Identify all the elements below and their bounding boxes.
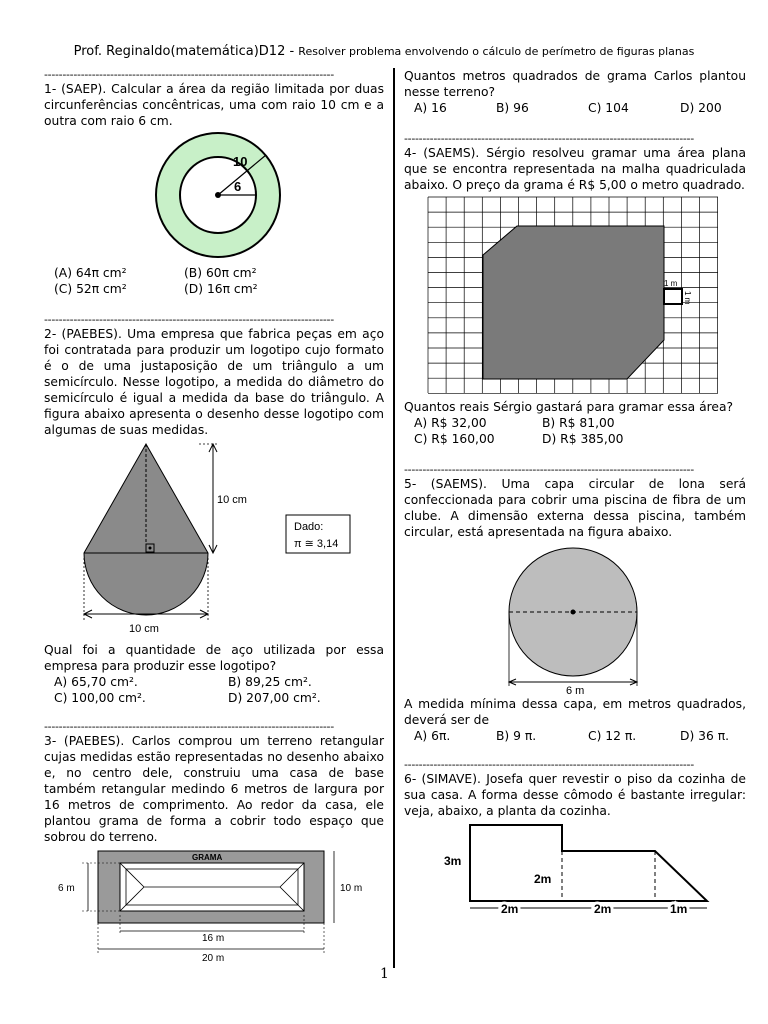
q4-unit-h: 1 m <box>664 279 678 288</box>
q1-text: 1- (SAEP). Calcular a área da região limitada por duas circunferências concêntricas, uma com raio 10 cm e a outra com raio 6 cm. <box>44 82 384 128</box>
page-number: 1 <box>380 966 389 982</box>
q2-option-a[interactable]: A) 65,70 cm². <box>54 675 138 689</box>
q4-options <box>404 415 746 447</box>
q2-option-c[interactable]: C) 100,00 cm². <box>54 691 146 705</box>
q4-text: 4- (SAEMS). Sérgio resolveu gramar uma área plana que se encontra representada na malha quadriculada abaixo. O preço da grama é R$ 5,00 o metro quadrado. <box>404 146 746 192</box>
q2-given-value: π ≅ 3,14 <box>294 538 339 550</box>
separator: ------------------------------------------------------------------------------- <box>44 720 334 733</box>
q3-options <box>404 100 746 116</box>
q2-question: Qual foi a quantidade de aço utilizada por essa empresa para produzir esse logotipo? <box>44 643 384 673</box>
q3-question: Quantos metros quadrados de grama Carlos plantou nesse terreno? <box>404 69 746 99</box>
q4-question: Quantos reais Sérgio gastará para gramar essa área? <box>404 400 734 414</box>
q6-label-w2: 2m <box>594 902 612 916</box>
q6-label-h1: 3m <box>444 854 462 868</box>
q2-label-width: 10 cm <box>129 623 159 635</box>
q3-option-a[interactable]: A) 16 <box>414 101 447 115</box>
q2-option-b[interactable]: B) 89,25 cm². <box>228 675 312 689</box>
page-header <box>0 44 768 59</box>
separator: ------------------------------------------------------------------------------- <box>404 463 694 476</box>
q5-option-d[interactable]: D) 36 π. <box>680 729 730 743</box>
q3-text: 3- (PAEBES). Carlos comprou um terreno retangular cujas medidas estão representadas no desenho abaixo e, no centro dele, construiu uma casa de base também retangular medindo 6 metros de largura por 16 metros de comprimento. Ao redor da casa, ele plantou grama de forma a cobrir todo espaço que sobrou do terreno. <box>44 734 384 844</box>
q2-options <box>44 674 384 706</box>
q5-options <box>404 728 746 744</box>
q4-option-a[interactable]: A) R$ 32,00 <box>414 416 487 430</box>
q2-text: 2- (PAEBES). Uma empresa que fabrica peças em aço foi contratada para produzir um logotipo cujo formato é o de uma justaposição de um triângulo a um semicírculo. Nesse logotipo, a medida do diâmetro do semicírculo é igual a medida da base do triângulo. A figura abaixo apresenta o desenho desse logotipo com algumas de suas medidas. <box>44 327 384 437</box>
q4-option-b[interactable]: B) R$ 81,00 <box>542 416 615 430</box>
q6-text: 6- (SIMAVE). Josefa quer revestir o piso da cozinha de sua casa. A forma desse cômodo é bastante irregular: veja, abaixo, a planta da cozinha. <box>404 772 746 818</box>
q6-label-h2: 2m <box>534 872 552 886</box>
separator: ------------------------------------------------------------------------------- <box>44 313 334 326</box>
q1-option-b[interactable]: (B) 60π cm² <box>184 266 257 280</box>
q3-label-left: 6 m <box>58 883 75 894</box>
q5-option-b[interactable]: B) 9 π. <box>496 729 537 743</box>
q3-label-right: 10 m <box>340 883 363 894</box>
q4-option-d[interactable]: D) R$ 385,00 <box>542 432 624 446</box>
separator: ------------------------------------------------------------------------------- <box>404 132 694 145</box>
left-column <box>44 68 384 967</box>
q2-given-title: Dado: <box>294 521 324 533</box>
q2-label-height: 10 cm <box>217 494 247 506</box>
q3-label-outer: 20 m <box>202 953 225 964</box>
q1-option-c[interactable]: (C) 52π cm² <box>54 282 127 296</box>
q4-option-c[interactable]: C) R$ 160,00 <box>414 432 495 446</box>
q2-figure-logo <box>44 438 384 640</box>
right-column <box>404 68 746 921</box>
q3-label-inner: 16 m <box>202 933 225 944</box>
q2-option-d[interactable]: D) 207,00 cm². <box>228 691 321 705</box>
separator: ------------------------------------------------------------------------------- <box>404 758 694 771</box>
q5-question: A medida mínima dessa capa, em metros quadrados, deverá ser de <box>404 697 746 727</box>
q5-text: 5- (SAEMS). Uma capa circular de lona será confeccionada para cobrir uma piscina de fibra de um clube. A dimensão externa dessa piscina, também circular, está apresentada na figura abaixo. <box>404 477 746 539</box>
q3-option-b[interactable]: B) 96 <box>496 101 529 115</box>
q1-options <box>44 265 384 297</box>
q6-label-w1: 2m <box>501 902 519 916</box>
q1-option-a[interactable]: (A) 64π cm² <box>54 266 127 280</box>
q1-figure-concentric-circles <box>44 129 384 259</box>
q5-figure-pool <box>404 544 746 694</box>
q1-option-d[interactable]: (D) 16π cm² <box>184 282 258 296</box>
header-subtitle: Resolver problema envolvendo o cálculo de perímetro de figuras planas <box>298 45 695 58</box>
q1-label-outer: 10 <box>233 154 248 169</box>
header-title: Prof. Reginaldo(matemática)D12 - <box>73 44 299 59</box>
q5-option-a[interactable]: A) 6π. <box>414 729 451 743</box>
q5-label-diameter: 6 m <box>566 685 585 694</box>
q6-figure-kitchen <box>404 821 746 921</box>
q4-unit-v: 1 m <box>683 291 692 305</box>
q4-figure-grid <box>404 195 746 397</box>
q3-option-c[interactable]: C) 104 <box>588 101 629 115</box>
q6-label-w3: 1m <box>670 902 688 916</box>
separator: ------------------------------------------------------------------------------- <box>44 68 334 81</box>
q1-label-inner: 6 <box>234 179 242 194</box>
q3-option-d[interactable]: D) 200 <box>680 101 722 115</box>
q3-figure-land <box>44 849 384 967</box>
q3-label-grass: GRAMA <box>192 853 223 862</box>
q5-option-c[interactable]: C) 12 π. <box>588 729 637 743</box>
column-divider <box>393 68 395 968</box>
